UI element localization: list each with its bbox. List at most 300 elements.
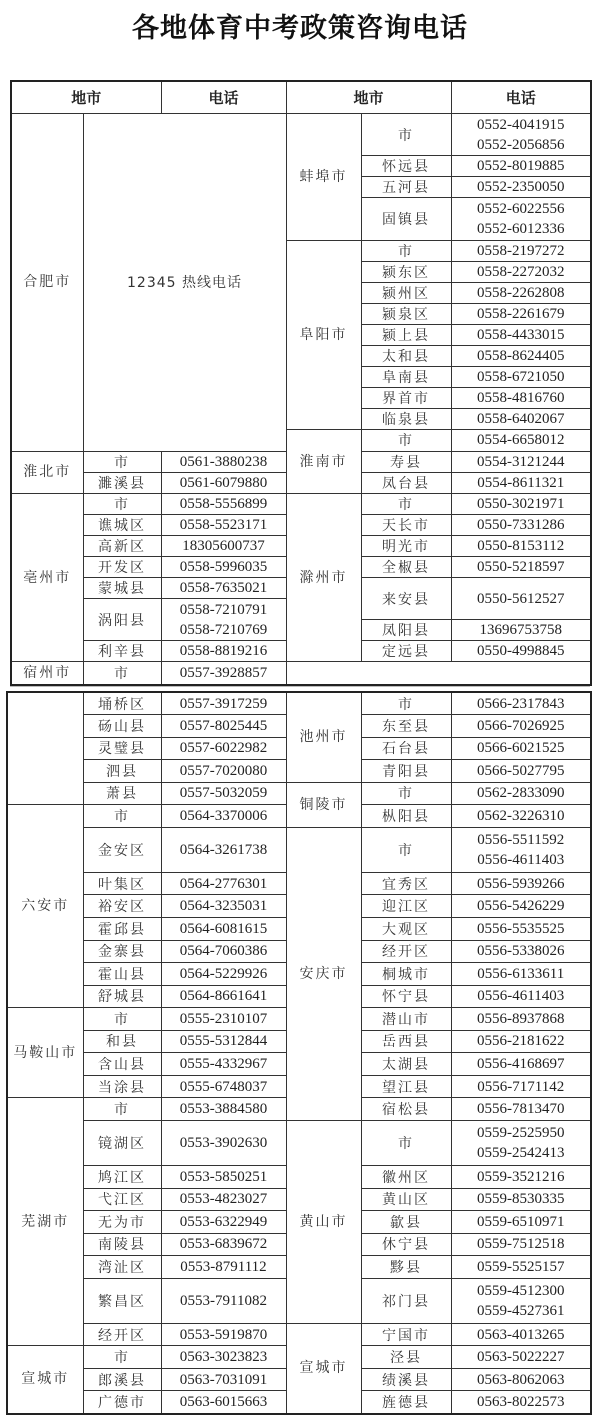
district-cell: 市	[361, 240, 451, 261]
phone-cell	[451, 805, 591, 828]
phone-cell	[161, 940, 286, 963]
table-row	[7, 692, 591, 715]
phone-number: 0556-5338026	[477, 943, 565, 960]
district-cell: 桐城市	[361, 963, 451, 986]
phone-cell	[161, 1346, 286, 1369]
phone-number: 0566-7026925	[477, 717, 565, 734]
phone-number: 0562-3226310	[477, 808, 565, 824]
phone-cell	[451, 1346, 591, 1369]
table-row	[11, 662, 591, 686]
district-cell: 怀宁县	[361, 985, 451, 1008]
phone-cell	[161, 1233, 286, 1256]
phone-cell	[161, 1188, 286, 1211]
district-cell: 旌德县	[361, 1391, 451, 1414]
phone-cell	[451, 430, 591, 451]
city-cell: 亳州市	[11, 493, 83, 662]
district-cell: 市	[83, 1346, 161, 1369]
phone-cell	[451, 1120, 591, 1165]
phone-cell	[161, 827, 286, 872]
phone-cell	[451, 282, 591, 303]
city-cell	[7, 692, 83, 805]
page-title: 各地体育中考政策咨询电话	[132, 13, 468, 43]
phone-cell	[161, 917, 286, 940]
phone-number: 0557-3928857	[179, 665, 268, 682]
phone-number: 0553-5919870	[179, 1326, 268, 1343]
district-cell: 经开区	[83, 1323, 161, 1346]
phone-cell	[161, 1211, 286, 1234]
district-cell: 大观区	[361, 917, 451, 940]
phone-number: 0556-6133611	[477, 965, 565, 982]
phone-cell	[451, 1278, 591, 1323]
phone-number: 0556-8937868	[477, 1010, 565, 1027]
phone-number: 0556-7813470	[477, 1101, 565, 1118]
city-cell: 黄山市	[286, 1120, 361, 1323]
phone-number: 0559-3521216	[477, 1168, 565, 1185]
phone-cell	[161, 493, 286, 514]
phone-number: 0558-5556899	[179, 495, 268, 512]
city-cell: 合肥市	[11, 114, 83, 452]
contact-table-1	[10, 80, 592, 686]
phone-cell	[161, 1256, 286, 1279]
header-city: 地市	[11, 81, 161, 114]
district-cell: 太湖县	[361, 1053, 451, 1076]
phone-cell	[161, 578, 286, 599]
district-cell: 广德市	[83, 1391, 161, 1414]
phone-number: 0559-5525157	[477, 1258, 565, 1275]
district-cell: 宜秀区	[361, 872, 451, 895]
district-cell: 天长市	[361, 514, 451, 535]
district-cell: 湾沚区	[83, 1256, 161, 1279]
phone-number: 0558-2262808	[477, 284, 565, 301]
city-cell: 滁州市	[286, 493, 361, 662]
phone-cell	[161, 556, 286, 577]
phone-number: 0559-6510971	[477, 1213, 565, 1230]
phone-number: 0555-5312844	[179, 1033, 268, 1050]
phone-cell	[161, 1368, 286, 1391]
district-cell: 固镇县	[361, 198, 451, 240]
district-cell: 岳西县	[361, 1030, 451, 1053]
phone-number: 0556-4611403	[477, 988, 565, 1005]
phone-cell	[161, 985, 286, 1008]
phone-number: 0557-6022982	[179, 740, 268, 757]
phone-number: 0564-6081615	[179, 920, 268, 937]
phone-number: 0558-2272032	[477, 263, 565, 280]
district-cell: 含山县	[83, 1053, 161, 1076]
phone-cell	[451, 346, 591, 367]
phone-cell	[451, 578, 591, 620]
district-cell: 市	[361, 827, 451, 872]
district-cell: 石台县	[361, 737, 451, 760]
phone-number: 0550-8153112	[477, 537, 565, 554]
phone-cell	[161, 662, 286, 686]
phone-number: 0556-2181622	[477, 1033, 565, 1050]
header-phone: 电话	[451, 81, 591, 114]
phone-number: 0553-6839672	[179, 1236, 268, 1253]
phone-cell	[161, 1120, 286, 1165]
phone-number: 0555-6748037	[179, 1078, 268, 1095]
phone-number: 0553-3884580	[179, 1101, 268, 1118]
phone-number: 0564-7060386	[179, 943, 268, 960]
phone-cell	[451, 782, 591, 805]
phone-number: 0562-2833090	[477, 785, 565, 802]
table-header-row	[11, 81, 591, 114]
phone-cell	[161, 1075, 286, 1098]
phone-cell	[451, 556, 591, 577]
phone-number: 0558-5996035	[179, 559, 268, 576]
table-divider	[10, 686, 590, 687]
phone-number: 0552-2350050	[477, 179, 565, 196]
city-cell: 铜陵市	[286, 782, 361, 827]
phone-cell	[451, 493, 591, 514]
district-cell: 鸠江区	[83, 1165, 161, 1188]
phone-number: 0552-8019885	[477, 158, 565, 175]
phone-cell	[451, 1188, 591, 1211]
phone-cell	[161, 805, 286, 828]
phone-number: 0552-2056856	[477, 136, 565, 153]
phone-number: 0557-8025445	[179, 717, 268, 734]
table-row	[7, 782, 591, 805]
phone-number: 0553-8791112	[180, 1258, 267, 1275]
phone-number: 0557-3917259	[179, 695, 268, 712]
district-cell: 开发区	[83, 556, 161, 577]
district-cell: 镜湖区	[83, 1120, 161, 1165]
phone-number: 0563-8062063	[477, 1371, 565, 1388]
phone-number: 0550-4998845	[477, 643, 565, 660]
phone-cell	[451, 985, 591, 1008]
district-cell: 枞阳县	[361, 805, 451, 828]
phone-cell	[451, 641, 591, 662]
phone-number: 0558-6402067	[477, 411, 565, 428]
phone-number: 0553-3902630	[179, 1134, 268, 1151]
phone-number: 0559-8530335	[477, 1191, 565, 1208]
phone-cell	[161, 1053, 286, 1076]
phone-cell	[451, 324, 591, 345]
phone-cell	[161, 737, 286, 760]
district-cell: 叶集区	[83, 872, 161, 895]
phone-number: 0554-8611321	[477, 474, 565, 491]
district-cell: 市	[361, 692, 451, 715]
district-cell: 弋江区	[83, 1188, 161, 1211]
district-cell: 绩溪县	[361, 1368, 451, 1391]
phone-number: 0563-3023823	[179, 1349, 268, 1366]
district-cell: 市	[361, 114, 451, 156]
phone-number: 0564-8661641	[179, 988, 268, 1005]
district-cell: 来安县	[361, 578, 451, 620]
phone-number: 0558-2197272	[477, 242, 565, 259]
district-cell: 无为市	[83, 1211, 161, 1234]
city-cell: 马鞍山市	[7, 1008, 83, 1098]
phone-cell	[451, 1233, 591, 1256]
phone-cell	[161, 1391, 286, 1414]
phone-cell	[161, 535, 286, 556]
phone-cell	[451, 940, 591, 963]
city-cell: 阜阳市	[286, 240, 361, 430]
phone-number: 0556-5426229	[477, 898, 565, 915]
table-row	[11, 493, 591, 514]
phone-number: 0564-3261738	[179, 841, 268, 858]
phone-number: 0552-4041915	[477, 116, 565, 133]
phone-cell	[161, 641, 286, 662]
district-cell: 寿县	[361, 451, 451, 472]
phone-cell	[451, 472, 591, 493]
phone-cell	[451, 388, 591, 409]
phone-cell	[451, 1391, 591, 1414]
city-cell: 安庆市	[286, 827, 361, 1120]
phone-cell	[451, 1053, 591, 1076]
phone-cell	[161, 872, 286, 895]
phone-number: 18305600737	[182, 537, 265, 554]
district-cell: 颍上县	[361, 324, 451, 345]
district-cell: 谯城区	[83, 514, 161, 535]
district-cell: 黟县	[361, 1256, 451, 1279]
district-cell: 市	[361, 1120, 451, 1165]
phone-cell	[451, 917, 591, 940]
phone-number: 0561-6079880	[179, 474, 268, 491]
phone-cell	[451, 1211, 591, 1234]
phone-number: 0563-8022573	[477, 1393, 565, 1410]
phone-number: 0559-4512300	[477, 1282, 565, 1299]
phone-number: 0557-7020080	[179, 762, 268, 779]
phone-number: 0550-7331286	[477, 516, 565, 533]
phone-cell	[161, 963, 286, 986]
phone-number: 0553-7911082	[180, 1292, 267, 1309]
district-cell: 歙县	[361, 1211, 451, 1234]
phone-cell	[451, 827, 591, 872]
district-cell: 五河县	[361, 177, 451, 198]
district-cell: 全椒县	[361, 556, 451, 577]
table-row	[7, 1323, 591, 1346]
district-cell: 颍东区	[361, 261, 451, 282]
phone-number: 0566-2317843	[477, 695, 565, 712]
phone-cell	[451, 1075, 591, 1098]
phone-number: 0559-2542413	[477, 1144, 565, 1161]
phone-number: 0558-8624405	[477, 348, 565, 365]
phone-cell	[451, 1165, 591, 1188]
phone-cell	[451, 177, 591, 198]
phone-number: 0558-5523171	[179, 516, 268, 533]
district-cell: 利辛县	[83, 641, 161, 662]
phone-cell	[161, 895, 286, 918]
phone-cell	[451, 963, 591, 986]
phone-cell	[451, 620, 591, 641]
district-cell: 砀山县	[83, 715, 161, 738]
city-cell: 淮南市	[286, 430, 361, 493]
district-cell: 萧县	[83, 782, 161, 805]
district-cell: 潜山市	[361, 1008, 451, 1031]
phone-cell	[161, 1323, 286, 1346]
district-cell: 定远县	[361, 641, 451, 662]
phone-cell	[451, 1098, 591, 1121]
city-cell: 宿州市	[11, 662, 83, 686]
phone-cell	[451, 692, 591, 715]
phone-number: 0556-5511592	[477, 831, 565, 848]
district-cell: 东至县	[361, 715, 451, 738]
district-cell: 徽州区	[361, 1165, 451, 1188]
phone-number: 0559-7512518	[477, 1236, 565, 1253]
phone-number: 13696753758	[479, 622, 563, 639]
district-cell: 南陵县	[83, 1233, 161, 1256]
district-cell: 界首市	[361, 388, 451, 409]
phone-cell	[451, 303, 591, 324]
district-cell: 市	[83, 662, 161, 686]
phone-cell	[451, 1323, 591, 1346]
phone-number: 0555-4332967	[179, 1056, 268, 1073]
district-cell: 怀远县	[361, 156, 451, 177]
header-phone: 电话	[161, 81, 286, 114]
phone-cell	[161, 472, 286, 493]
phone-cell	[161, 1008, 286, 1031]
phone-number: 0564-5229926	[179, 965, 268, 982]
phone-cell	[451, 240, 591, 261]
city-cell: 池州市	[286, 692, 361, 782]
phone-number: 0553-6322949	[179, 1213, 268, 1230]
district-cell: 当涂县	[83, 1075, 161, 1098]
district-cell: 埇桥区	[83, 692, 161, 715]
district-cell: 泾县	[361, 1346, 451, 1369]
phone-cell	[161, 715, 286, 738]
phone-number: 0550-5218597	[477, 559, 565, 576]
table-row	[11, 114, 591, 135]
district-cell: 郎溪县	[83, 1368, 161, 1391]
phone-number: 0559-2525950	[477, 1124, 565, 1141]
hotline-cell: 12345 热线电话	[83, 114, 286, 452]
phone-number: 0556-5535525	[477, 920, 565, 937]
phone-cell	[451, 1008, 591, 1031]
phone-cell	[451, 872, 591, 895]
phone-number: 0563-7031091	[179, 1371, 268, 1388]
phone-number: 0552-6022556	[477, 200, 565, 217]
table-row	[7, 827, 591, 850]
phone-cell	[451, 114, 591, 156]
district-cell: 霍山县	[83, 963, 161, 986]
district-cell: 涡阳县	[83, 599, 161, 641]
phone-cell	[451, 760, 591, 783]
city-cell: 宣城市	[7, 1346, 83, 1414]
district-cell: 金安区	[83, 827, 161, 872]
phone-number: 0563-6015663	[179, 1393, 268, 1410]
district-cell: 蒙城县	[83, 578, 161, 599]
phone-cell	[451, 1368, 591, 1391]
phone-number: 0563-4013265	[477, 1326, 565, 1343]
phone-number: 0558-7635021	[179, 580, 268, 597]
district-cell: 市	[361, 782, 451, 805]
table-row	[7, 1120, 591, 1143]
phone-cell	[161, 1030, 286, 1053]
phone-cell	[161, 1098, 286, 1121]
district-cell: 临泉县	[361, 409, 451, 430]
header-city: 地市	[286, 81, 451, 114]
district-cell: 颍州区	[361, 282, 451, 303]
phone-number: 0558-7210769	[179, 621, 268, 638]
phone-cell	[451, 737, 591, 760]
district-cell: 凤台县	[361, 472, 451, 493]
phone-cell	[451, 261, 591, 282]
phone-number: 0559-4527361	[477, 1302, 565, 1319]
district-cell: 市	[83, 1008, 161, 1031]
phone-cell	[161, 760, 286, 783]
district-cell: 宿松县	[361, 1098, 451, 1121]
phone-number: 0563-5022227	[477, 1349, 565, 1366]
district-cell: 青阳县	[361, 760, 451, 783]
phone-cell	[451, 451, 591, 472]
district-cell: 高新区	[83, 535, 161, 556]
phone-cell	[161, 692, 286, 715]
district-cell: 休宁县	[361, 1233, 451, 1256]
district-cell: 市	[83, 493, 161, 514]
phone-cell	[161, 782, 286, 805]
district-cell: 舒城县	[83, 985, 161, 1008]
phone-cell	[451, 367, 591, 388]
district-cell: 宁国市	[361, 1323, 451, 1346]
phone-number: 0558-2261679	[477, 305, 565, 322]
phone-number: 0558-7210791	[179, 601, 268, 618]
district-cell: 市	[83, 805, 161, 828]
phone-number: 0554-6658012	[477, 432, 565, 449]
district-cell: 经开区	[361, 940, 451, 963]
phone-cell	[451, 198, 591, 240]
phone-number: 0553-5850251	[179, 1168, 268, 1185]
district-cell: 灵璧县	[83, 737, 161, 760]
phone-cell	[161, 1165, 286, 1188]
city-cell: 芜湖市	[7, 1098, 83, 1346]
district-cell: 市	[361, 493, 451, 514]
city-cell: 淮北市	[11, 451, 83, 493]
phone-number: 0561-3880238	[179, 453, 268, 470]
phone-number: 0556-4611403	[477, 851, 565, 868]
phone-number: 0558-8819216	[179, 643, 268, 660]
district-cell: 太和县	[361, 346, 451, 367]
phone-cell	[451, 1030, 591, 1053]
phone-number: 0558-4816760	[477, 390, 565, 407]
phone-cell	[451, 535, 591, 556]
phone-number: 0554-3121244	[477, 453, 565, 470]
phone-cell	[451, 895, 591, 918]
phone-cell	[451, 409, 591, 430]
phone-cell	[161, 599, 286, 641]
city-cell: 蚌埠市	[286, 114, 361, 241]
district-cell: 市	[83, 1098, 161, 1121]
phone-cell	[161, 514, 286, 535]
phone-number: 0556-5939266	[477, 875, 565, 892]
phone-number: 0557-5032059	[179, 785, 268, 802]
phone-number: 0558-4433015	[477, 326, 565, 343]
district-cell: 金寨县	[83, 940, 161, 963]
district-cell: 繁昌区	[83, 1278, 161, 1323]
phone-number: 0556-4168697	[477, 1056, 565, 1073]
district-cell: 颍泉区	[361, 303, 451, 324]
district-cell: 裕安区	[83, 895, 161, 918]
phone-number: 0564-3235031	[179, 898, 268, 915]
phone-cell	[451, 715, 591, 738]
district-cell: 祁门县	[361, 1278, 451, 1323]
phone-number: 0555-2310107	[179, 1010, 268, 1027]
phone-number: 0558-6721050	[477, 369, 565, 386]
phone-number: 0553-4823027	[179, 1191, 268, 1208]
phone-number: 0564-2776301	[179, 875, 268, 892]
district-cell: 黄山区	[361, 1188, 451, 1211]
phone-cell	[451, 156, 591, 177]
phone-number: 0564-3370006	[179, 808, 268, 824]
district-cell: 阜南县	[361, 367, 451, 388]
city-cell: 宣城市	[286, 1323, 361, 1413]
district-cell: 濉溪县	[83, 472, 161, 493]
phone-number: 0550-3021971	[477, 495, 565, 512]
district-cell: 市	[361, 430, 451, 451]
phone-number: 0552-6012336	[477, 220, 565, 237]
phone-cell	[161, 1278, 286, 1323]
city-cell: 六安市	[7, 805, 83, 1008]
contact-table-2	[6, 691, 592, 1415]
